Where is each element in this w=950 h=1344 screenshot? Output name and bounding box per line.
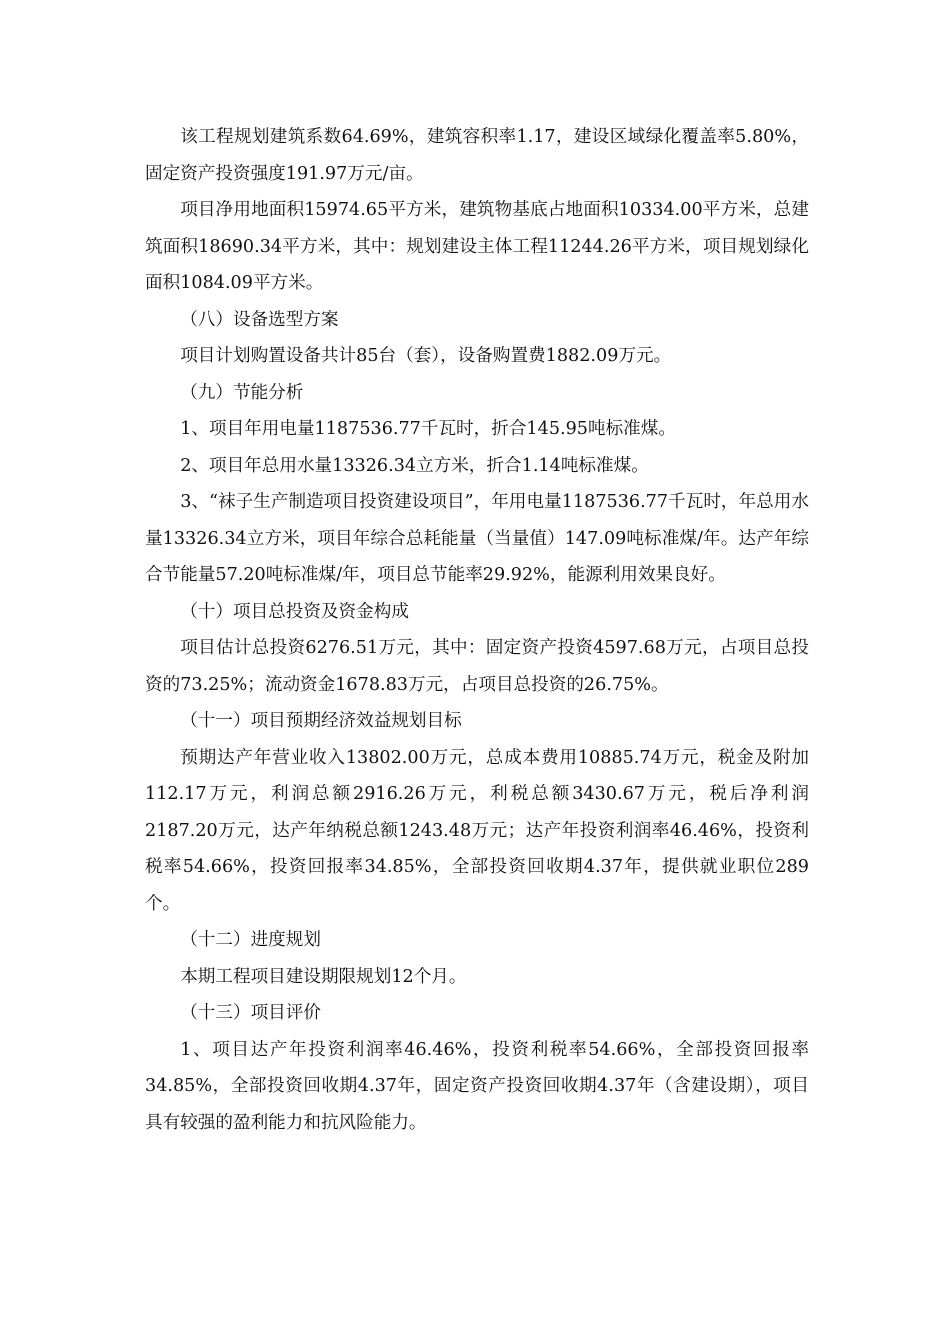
paragraph-electricity: 1、项目年用电量1187536.77千瓦时，折合145.95吨标准煤。 [180, 419, 676, 439]
paragraph-equipment: 项目计划购置设备共计85台（套），设备购置费1882.09万元。 [180, 346, 672, 366]
heading-total-investment: （十）项目总投资及资金构成 [180, 601, 409, 622]
paragraph-building-coefficients: 该工程规划建筑系数64.69%，建筑容积率1.17，建设区域绿化覆盖率5.80%，固定资产投资强度191.97万元/亩。 [145, 127, 809, 184]
paragraph-investment: 项目估计总投资6276.51万元，其中：固定资产投资4597.68万元，占项目总投资的73.25%；流动资金1678.83万元，占项目总投资的26.75%。 [145, 638, 809, 695]
paragraph-economic: 预期达产年营业收入13802.00万元，总成本费用10885.74万元，税金及附加112.17万元，利润总额2916.26万元，利税总额3430.67万元，税后净利润2187.20万元，达产年纳税总额1243.48万元；达产年投资利润率46.46%，投资利税率54.66%，投资回报率34.85%，全部投资回收期4.37年，提供就业职位289个。 [145, 747, 809, 914]
document-page [145, 119, 809, 1141]
paragraph-water: 2、项目年总用水量13326.34立方米，折合1.14吨标准煤。 [180, 455, 649, 476]
paragraph-energy-summary: 3、“袜子生产制造项目投资建设项目”，年用电量1187536.77千瓦时，年总用水量13326.34立方米，项目年综合总耗能量（当量值）147.09吨标准煤/年。达产年综合节能量57.20吨标准煤/年，项目总节能率29.92%，能源利用效果良好。 [145, 492, 809, 585]
heading-equipment-selection: （八）设备选型方案 [180, 309, 339, 330]
heading-economic-targets: （十一）项目预期经济效益规划目标 [180, 711, 462, 731]
paragraph-evaluation: 1、项目达产年投资利润率46.46%，投资利税率54.66%，全部投资回报率34.85%，全部投资回收期4.37年，固定资产投资回收期4.37年（含建设期），项目具有较强的盈利能力和抗风险能力。 [145, 1039, 809, 1133]
heading-schedule: （十二）进度规划 [180, 930, 321, 950]
paragraph-schedule: 本期工程项目建设期限规划12个月。 [180, 966, 467, 987]
paragraph-land-area: 项目净用地面积15974.65平方米，建筑物基底占地面积10334.00平方米，总建筑面积18690.34平方米，其中：规划建设主体工程11244.26平方米，项目规划绿化面积1084.09平方米。 [145, 200, 809, 293]
heading-evaluation: （十三）项目评价 [180, 1003, 321, 1023]
heading-energy-analysis: （九）节能分析 [180, 382, 304, 403]
